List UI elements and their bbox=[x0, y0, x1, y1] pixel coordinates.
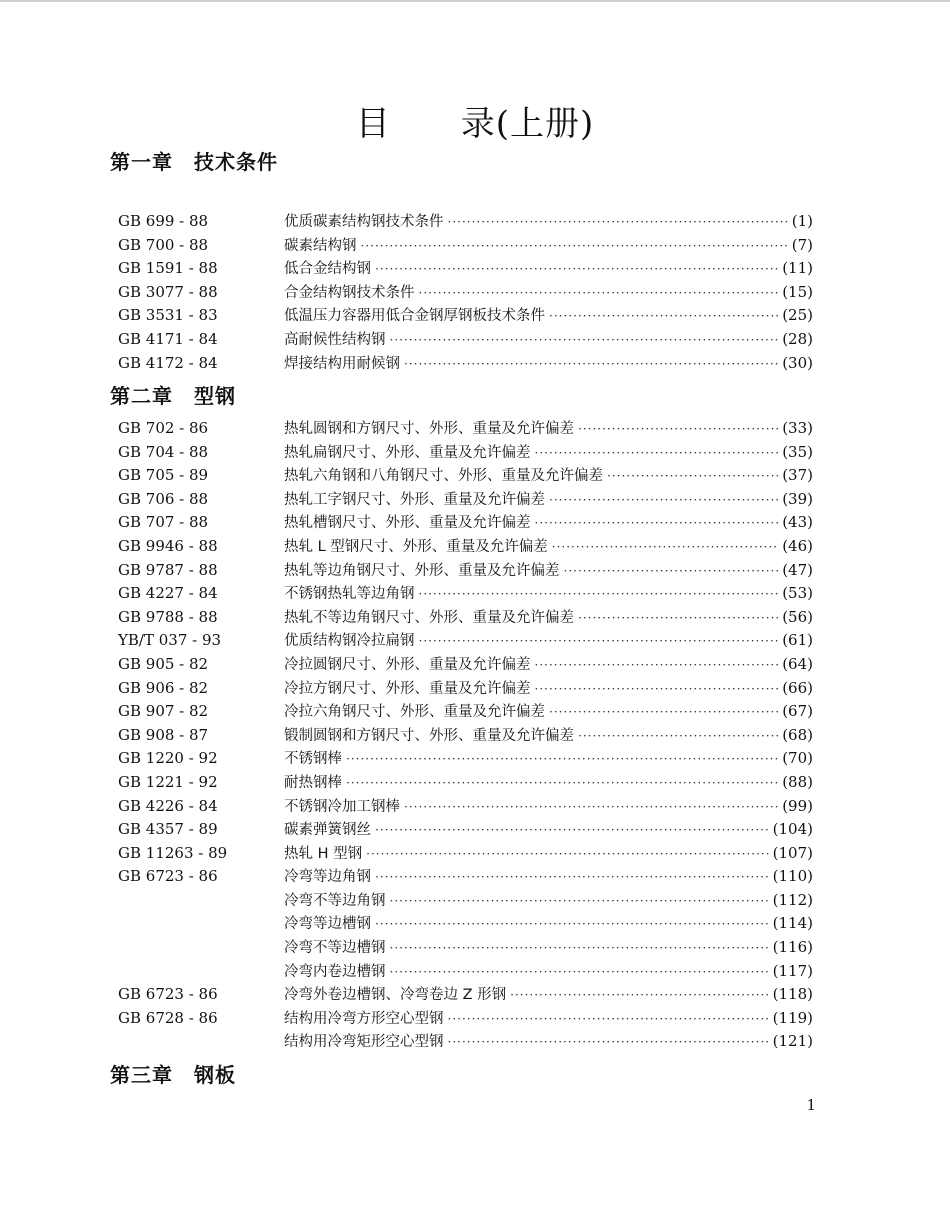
entry-title: 冷弯等边角钢 bbox=[284, 869, 371, 886]
toc-entry bbox=[118, 936, 813, 960]
entry-body bbox=[284, 464, 813, 489]
dot-leader bbox=[448, 211, 788, 235]
entry-page-number: (118) bbox=[772, 985, 813, 1004]
standard-code: GB 707 - 88 bbox=[118, 513, 209, 532]
chapter-heading: 第二章 型钢 bbox=[110, 384, 236, 408]
entry-page-number: (121) bbox=[772, 1032, 813, 1051]
entry-title: 冷弯等边槽钢 bbox=[284, 916, 371, 933]
dot-leader bbox=[448, 1008, 769, 1032]
entry-title: 冷拉方钢尺寸、外形、重量及允许偏差 bbox=[284, 680, 531, 697]
entry-body bbox=[284, 488, 813, 513]
standard-code: GB 704 - 88 bbox=[118, 442, 209, 461]
entry-body bbox=[284, 724, 813, 749]
standard-code: YB/T 037 - 93 bbox=[118, 631, 222, 650]
entry-body bbox=[284, 210, 813, 235]
entry-body bbox=[284, 771, 813, 796]
entry-page-number: (70) bbox=[782, 749, 813, 768]
dot-leader bbox=[361, 235, 788, 259]
dot-leader bbox=[419, 583, 779, 607]
dot-leader bbox=[419, 282, 779, 306]
entry-page-number: (64) bbox=[782, 654, 813, 673]
entry-title: 低合金结构钢 bbox=[284, 261, 371, 278]
standard-code: GB 700 - 88 bbox=[118, 235, 209, 254]
standard-code: GB 9788 - 88 bbox=[118, 607, 218, 626]
entry-body bbox=[284, 417, 813, 442]
toc-entry bbox=[118, 677, 813, 701]
standard-code: GB 705 - 89 bbox=[118, 466, 209, 485]
toc-entry bbox=[118, 889, 813, 913]
dot-leader bbox=[549, 305, 778, 329]
entry-page-number: (116) bbox=[772, 938, 813, 957]
entry-title: 热轧扁钢尺寸、外形、重量及允许偏差 bbox=[284, 444, 531, 461]
entry-page-number: (88) bbox=[782, 772, 813, 791]
standard-code: GB 1591 - 88 bbox=[118, 259, 218, 278]
dot-leader bbox=[375, 913, 769, 937]
entry-page-number: (47) bbox=[782, 560, 813, 579]
standard-code: GB 1221 - 92 bbox=[118, 772, 218, 791]
entry-page-number: (107) bbox=[772, 843, 813, 862]
standard-code: GB 1220 - 92 bbox=[118, 749, 218, 768]
standard-code: GB 908 - 87 bbox=[118, 725, 209, 744]
dot-leader bbox=[535, 678, 779, 702]
entry-body bbox=[284, 328, 813, 353]
toc-entry bbox=[118, 441, 813, 465]
entry-body bbox=[284, 606, 813, 631]
standard-code: GB 4171 - 84 bbox=[118, 329, 218, 348]
standard-code: GB 6723 - 86 bbox=[118, 867, 218, 886]
entry-page-number: (37) bbox=[782, 466, 813, 485]
entry-title: 结构用冷弯方形空心型钢 bbox=[284, 1010, 444, 1027]
toc-entry bbox=[118, 629, 813, 653]
entry-title: 不锈钢热轧等边角钢 bbox=[284, 586, 415, 603]
dot-leader bbox=[404, 353, 778, 377]
toc-entry bbox=[118, 842, 813, 866]
toc-entry bbox=[118, 818, 813, 842]
entry-page-number: (119) bbox=[772, 1008, 813, 1027]
toc-entry bbox=[118, 511, 813, 535]
entry-body bbox=[284, 889, 813, 914]
dot-leader bbox=[404, 796, 778, 820]
entry-title: 热轧槽钢尺寸、外形、重量及允许偏差 bbox=[284, 515, 531, 532]
toc-entry bbox=[118, 912, 813, 936]
dot-leader bbox=[448, 1031, 769, 1055]
chapter-heading: 第三章 钢板 bbox=[110, 1063, 236, 1087]
entry-page-number: (1) bbox=[791, 212, 813, 230]
entry-body bbox=[284, 865, 813, 890]
entry-body bbox=[284, 842, 813, 867]
dot-leader bbox=[366, 843, 769, 867]
toc-entry bbox=[118, 865, 813, 889]
entry-page-number: (114) bbox=[772, 914, 813, 933]
entry-title: 热轧六角钢和八角钢尺寸、外形、重量及允许偏差 bbox=[284, 468, 603, 485]
toc-entry bbox=[118, 281, 813, 305]
toc-entry bbox=[118, 724, 813, 748]
dot-leader bbox=[375, 819, 769, 843]
toc-entry bbox=[118, 417, 813, 441]
entry-title: 冷弯外卷边槽钢、冷弯卷边 Z 形钢 bbox=[284, 987, 507, 1004]
toc-entry bbox=[118, 559, 813, 583]
entry-body bbox=[284, 582, 813, 607]
dot-leader bbox=[535, 654, 779, 678]
entry-page-number: (39) bbox=[782, 489, 813, 508]
entry-body bbox=[284, 559, 813, 584]
dot-leader bbox=[578, 607, 778, 631]
entry-page-number: (67) bbox=[782, 702, 813, 721]
entry-page-number: (110) bbox=[772, 867, 813, 886]
toc-entry bbox=[118, 304, 813, 328]
entry-body bbox=[284, 700, 813, 725]
entry-page-number: (28) bbox=[782, 329, 813, 348]
toc-entry bbox=[118, 795, 813, 819]
entry-body bbox=[284, 629, 813, 654]
dot-leader bbox=[578, 725, 778, 749]
toc-entry bbox=[118, 747, 813, 771]
dot-leader bbox=[346, 748, 778, 772]
entry-body bbox=[284, 304, 813, 329]
dot-leader bbox=[552, 536, 778, 560]
standard-code: GB 6723 - 86 bbox=[118, 985, 218, 1004]
entry-body bbox=[284, 257, 813, 282]
entry-body bbox=[284, 511, 813, 536]
standard-code: GB 3531 - 83 bbox=[118, 306, 218, 325]
entry-body bbox=[284, 352, 813, 377]
entry-page-number: (30) bbox=[782, 353, 813, 372]
dot-leader bbox=[390, 890, 769, 914]
entry-page-number: (15) bbox=[782, 282, 813, 301]
entry-page-number: (7) bbox=[791, 235, 813, 254]
toc-entry bbox=[118, 210, 813, 234]
entry-body bbox=[284, 653, 813, 678]
entry-page-number: (112) bbox=[772, 890, 813, 909]
entry-title: 冷弯不等边角钢 bbox=[284, 892, 386, 909]
toc-entry bbox=[118, 1030, 813, 1054]
dot-leader bbox=[549, 489, 778, 513]
entry-title: 热轧等边角钢尺寸、外形、重量及允许偏差 bbox=[284, 562, 560, 579]
standard-code: GB 9946 - 88 bbox=[118, 536, 218, 555]
entry-body bbox=[284, 936, 813, 961]
standard-code: GB 4357 - 89 bbox=[118, 820, 218, 839]
entry-body bbox=[284, 535, 813, 560]
toc-entry bbox=[118, 771, 813, 795]
standard-code: GB 4172 - 84 bbox=[118, 353, 218, 372]
toc-entry bbox=[118, 234, 813, 258]
dot-leader bbox=[578, 418, 778, 442]
entry-body bbox=[284, 1030, 813, 1055]
entry-title: 不锈钢冷加工钢棒 bbox=[284, 798, 400, 815]
toc-entry bbox=[118, 700, 813, 724]
entry-page-number: (46) bbox=[782, 536, 813, 555]
toc-entry bbox=[118, 960, 813, 984]
entry-body bbox=[284, 983, 813, 1008]
entry-body bbox=[284, 912, 813, 937]
dot-leader bbox=[535, 442, 779, 466]
standard-code: GB 9787 - 88 bbox=[118, 560, 218, 579]
dot-leader bbox=[390, 961, 769, 985]
dot-leader bbox=[390, 937, 769, 961]
entry-body bbox=[284, 747, 813, 772]
chapter-2-entries bbox=[118, 417, 813, 1054]
entry-page-number: (68) bbox=[782, 725, 813, 744]
entry-title: 碳素结构钢 bbox=[284, 237, 357, 254]
entry-body bbox=[284, 795, 813, 820]
entry-page-number: (35) bbox=[782, 442, 813, 461]
entry-title: 耐热钢棒 bbox=[284, 774, 342, 791]
entry-page-number: (99) bbox=[782, 796, 813, 815]
dot-leader bbox=[390, 329, 779, 353]
toc-entry bbox=[118, 352, 813, 376]
entry-body bbox=[284, 441, 813, 466]
standard-code: GB 702 - 86 bbox=[118, 419, 209, 437]
toc-entry bbox=[118, 606, 813, 630]
entry-title: 热轧不等边角钢尺寸、外形、重量及允许偏差 bbox=[284, 609, 574, 626]
standard-code: GB 907 - 82 bbox=[118, 702, 209, 721]
entry-title: 冷弯内卷边槽钢 bbox=[284, 963, 386, 980]
entry-page-number: (53) bbox=[782, 584, 813, 603]
entry-title: 焊接结构用耐候钢 bbox=[284, 355, 400, 372]
entry-title: 冷拉六角钢尺寸、外形、重量及允许偏差 bbox=[284, 704, 545, 721]
entry-title: 锻制圆钢和方钢尺寸、外形、重量及允许偏差 bbox=[284, 727, 574, 744]
toc-entry bbox=[118, 257, 813, 281]
page-number: 1 bbox=[806, 1096, 816, 1114]
standard-code: GB 6728 - 86 bbox=[118, 1008, 218, 1027]
entry-page-number: (11) bbox=[782, 259, 813, 278]
entry-title: 结构用冷弯矩形空心型钢 bbox=[284, 1034, 444, 1051]
standard-code: GB 699 - 88 bbox=[118, 212, 209, 230]
entry-title: 不锈钢棒 bbox=[284, 751, 342, 768]
entry-page-number: (43) bbox=[782, 513, 813, 532]
entry-body bbox=[284, 234, 813, 259]
entry-title: 优质结构钢冷拉扁钢 bbox=[284, 633, 415, 650]
entry-title: 低温压力容器用低合金钢厚钢板技术条件 bbox=[284, 308, 545, 325]
toc-entry bbox=[118, 535, 813, 559]
toc-entry bbox=[118, 328, 813, 352]
entry-title: 热轧工字钢尺寸、外形、重量及允许偏差 bbox=[284, 491, 545, 508]
dot-leader bbox=[564, 560, 779, 584]
standard-code: GB 4227 - 84 bbox=[118, 584, 218, 603]
entry-page-number: (104) bbox=[772, 820, 813, 839]
entry-title: 热轧圆钢和方钢尺寸、外形、重量及允许偏差 bbox=[284, 421, 574, 437]
standard-code: GB 4226 - 84 bbox=[118, 796, 218, 815]
entry-body bbox=[284, 281, 813, 306]
dot-leader bbox=[375, 258, 778, 282]
entry-title: 热轧 H 型钢 bbox=[284, 845, 363, 862]
entry-body bbox=[284, 818, 813, 843]
top-rule bbox=[0, 0, 950, 2]
entry-page-number: (56) bbox=[782, 607, 813, 626]
entry-body bbox=[284, 677, 813, 702]
dot-leader bbox=[607, 465, 778, 489]
entry-page-number: (117) bbox=[772, 961, 813, 980]
entry-title: 高耐候性结构钢 bbox=[284, 331, 386, 348]
entry-body bbox=[284, 1007, 813, 1032]
entry-title: 碳素弹簧钢丝 bbox=[284, 822, 371, 839]
toc-entry bbox=[118, 983, 813, 1007]
standard-code: GB 706 - 88 bbox=[118, 489, 209, 508]
standard-code: GB 905 - 82 bbox=[118, 654, 209, 673]
toc-entry bbox=[118, 488, 813, 512]
standard-code: GB 11263 - 89 bbox=[118, 843, 228, 862]
page-title: 目 录(上册) bbox=[355, 104, 595, 144]
standard-code: GB 906 - 82 bbox=[118, 678, 209, 697]
dot-leader bbox=[549, 701, 778, 725]
chapter-1-entries bbox=[118, 210, 813, 375]
toc-entry bbox=[118, 582, 813, 606]
entry-title: 合金结构钢技术条件 bbox=[284, 284, 415, 301]
dot-leader bbox=[510, 984, 769, 1008]
dot-leader bbox=[375, 866, 769, 890]
entry-title: 冷弯不等边槽钢 bbox=[284, 940, 386, 957]
entry-page-number: (61) bbox=[782, 631, 813, 650]
toc-entry bbox=[118, 653, 813, 677]
toc-entry bbox=[118, 464, 813, 488]
entry-page-number: (66) bbox=[782, 678, 813, 697]
entry-body bbox=[284, 960, 813, 985]
chapter-heading: 第一章 技术条件 bbox=[110, 150, 278, 174]
toc-entry bbox=[118, 1007, 813, 1031]
dot-leader bbox=[346, 772, 778, 796]
entry-title: 优质碳素结构钢技术条件 bbox=[284, 214, 444, 230]
dot-leader bbox=[419, 630, 779, 654]
entry-page-number: (33) bbox=[782, 419, 813, 437]
entry-title: 热轧 L 型钢尺寸、外形、重量及允许偏差 bbox=[284, 538, 548, 555]
entry-page-number: (25) bbox=[782, 306, 813, 325]
dot-leader bbox=[535, 512, 779, 536]
entry-title: 冷拉圆钢尺寸、外形、重量及允许偏差 bbox=[284, 656, 531, 673]
standard-code: GB 3077 - 88 bbox=[118, 282, 218, 301]
